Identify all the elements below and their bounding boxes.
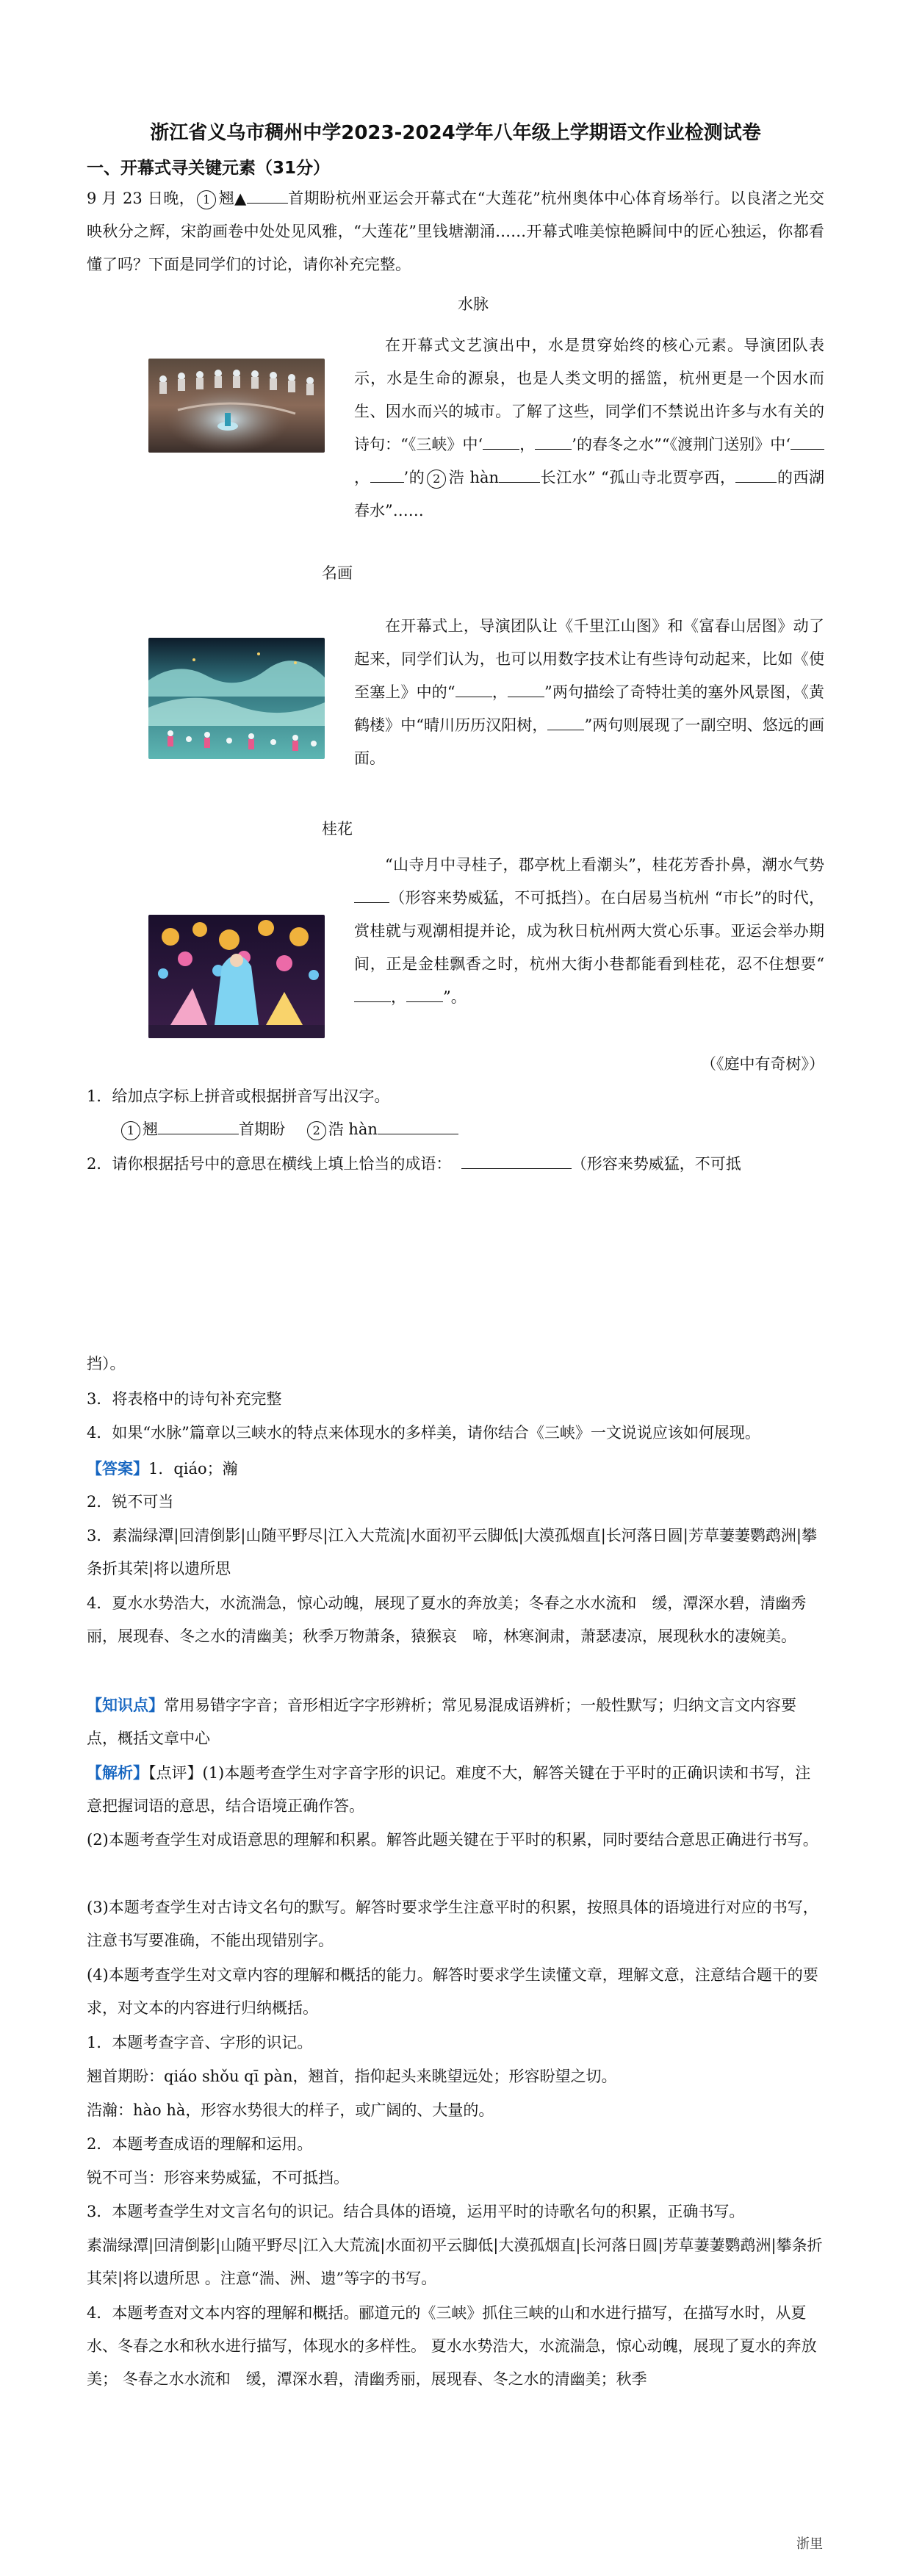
circled-number: 2 xyxy=(427,469,446,489)
question-3: 3．将表格中的诗句补充完整 xyxy=(87,1390,282,1408)
question-1: 1．给加点字标上拼音或根据拼音写出汉字。 xyxy=(87,1087,390,1105)
photo-osmanthus-performance xyxy=(148,915,325,1038)
photo-painting-performance xyxy=(148,638,325,759)
answer-4: 4．夏水水势浩大，水流湍急，惊心动魄，展现了夏水的奔放美；冬春之水水流和 缓，潭深水碧，清幽秀丽，展现春、冬之水的清幽美；秋季万物萧条，猿猴哀 啼，林寒涧肃，萧瑟凄凉，展现秋水的凄婉美。 xyxy=(87,1594,807,1645)
subheading-painting: 名画 xyxy=(322,564,353,582)
subheading-water: 水脉 xyxy=(458,295,489,313)
analysis-b1a: 翘首期盼：qiáo shǒu qī pàn，翘首，指仰起头来眺望远处；形容盼望之切。 xyxy=(87,2068,617,2085)
painting-paragraph: 在开幕式上，导演团队让《千里江山图》和《富春山居图》动了起来，同学们认为，也可以用数字技术让有些诗句动起来，比如《使至塞上》中的“ ， ”两句描绘了奇特壮美的塞外风景图，《黄鹤楼》中“晴川历历汉阳树， ”两句则展现了一副空明、悠远的画面。 xyxy=(354,617,824,767)
osmanthus-paragraph: “山寺月中寻桂子，郡亭枕上看潮头”，桂花芳香扑鼻，潮水气势（形容来势威猛，不可抵挡）。在白居易当杭州 “市长”的时代，赏桂就与观潮相提并论，成为秋日杭州两大赏心乐事。亚运会举办期间，正是金桂飘香之时，杭州大街小巷都能看到桂花，忍不住想要“， ”。 xyxy=(354,856,824,1006)
answer-1: 【答案】1．qiáo；瀚 xyxy=(87,1459,238,1478)
section-heading: 一、开幕式寻关键元素（31分） xyxy=(87,159,331,178)
analysis-b1: 1．本题考查字音、字形的识记。 xyxy=(87,2034,313,2051)
intro-paragraph: 9 月 23 日晚， 1 翘▲ 首期盼杭州亚运会开幕式在“大莲花”杭州奥体中心体育场举行。以良渚之光交映秋分之辉，宋韵画卷中处处见风雅，“大莲花”里钱塘潮涌……开幕式唯美惊艳瞬间中的匠心独运，你都看懂了吗？下面是同学们的讨论，请你补充完整。 xyxy=(87,182,824,281)
analysis-b2a: 锐不可当：形容来势威猛，不可抵挡。 xyxy=(87,2169,349,2187)
analysis-p3: (3)本题考查学生对古诗文名句的默写。解答时要求学生注意平时的积累，按照具体的语境进行对应的书写，注意书写要准确，不能出现错别字。 xyxy=(87,1899,818,1949)
answer-3: 3．素湍绿潭|回清倒影|山随平野尽|江入大荒流|水面初平云脚低|大漠孤烟直|长河落日圆|芳草萋萋鹦鹉洲|攀条折其荣|将以遗所思 xyxy=(87,1527,817,1577)
knowledge-points: 【知识点】常用易错字字音；音形相近字字形辨析；常见易混成语辨析；一般性默写；归纳文言文内容要点，概括文章中心 xyxy=(87,1696,796,1747)
question-2-end: 挡）。 xyxy=(87,1355,126,1372)
analysis-b2: 2．本题考查成语的理解和运用。 xyxy=(87,2135,313,2153)
answer-2: 2．锐不可当 xyxy=(87,1493,174,1511)
question-2: 2．请你根据括号中的意思在横线上填上恰当的成语： （形容来势威猛，不可抵 xyxy=(87,1148,824,1181)
source-citation: （《庭中有奇树》） xyxy=(701,1055,824,1073)
water-paragraph: 在开幕式文艺演出中，水是贯穿始终的核心元素。导演团队表示，水是生命的源泉，也是人类文明的摇篮，杭州更是一个因水而生、因水而兴的城市。了解了这些，同学们不禁说出许多与水有关的诗句：“《三峡》中‘ ， ’的春冬之水”“《渡荆门送别》中‘， ’的 2 浩 hàn 长江水” “孤山寺北贾亭西， 的西湖春水”…… xyxy=(354,337,825,519)
analysis-b1b: 浩瀚：hào hà，形容水势很大的样子，或广阔的、大量的。 xyxy=(87,2101,494,2119)
analysis-p2: (2)本题考查学生对成语意思的理解和积累。解答此题关键在于平时的积累，同时要结合意思正确进行书写。 xyxy=(87,1831,818,1849)
question-1-items: 1 翘 首期盼 2 浩 hàn xyxy=(119,1113,857,1146)
question-4: 4．如果“水脉”篇章以三峡水的特点来体现水的多样美，请你结合《三峡》一文说说应该如何展现。 xyxy=(87,1424,760,1442)
exam-title: 浙江省义乌市稠州中学2023-2024学年八年级上学期语文作业检测试卷 xyxy=(150,122,761,144)
analysis-p1: 【解析】【点评】(1)本题考查学生对字音字形的识记。难度不大，解答关键在于平时的正确识读和书写，注意把握词语的意思，结合语境正确作答。 xyxy=(87,1763,811,1815)
analysis-b3: 3．本题考查学生对文言名句的识记。结合具体的语境，运用平时的诗歌名句的积累，正确书写。 xyxy=(87,2203,745,2220)
analysis-p4: (4)本题考查学生对文章内容的理解和概括的能力。解答时要求学生读懂文章，理解文意，注意结合题干的要求，对文本的内容进行归纳概括。 xyxy=(87,1966,818,2017)
circled-number: 1 xyxy=(197,190,216,209)
subheading-osmanthus: 桂花 xyxy=(322,820,353,838)
photo-water-performance xyxy=(148,359,325,453)
analysis-b4: 4．本题考查对文本内容的理解和概括。郦道元的《三峡》抓住三峡的山和水进行描写，在描写水时，从夏水、冬春之水和秋水进行描写，体现水的多样性。 夏水水势浩大，水流湍急，惊心动魄，展现了夏水的奔放美； 冬春之水水流和 缓，潭深水碧，清幽秀丽，展现春、冬之水的清幽美；秋季 xyxy=(87,2304,817,2388)
page-footer: 浙里 xyxy=(796,2536,823,2552)
analysis-b3a: 素湍绿潭|回清倒影|山随平野尽|江入大荒流|水面初平云脚低|大漠孤烟直|长河落日圆|芳草萋萋鹦鹉洲|攀条折其荣|将以遗所思 。注意“湍、洲、遗”等字的书写。 xyxy=(87,2237,823,2287)
